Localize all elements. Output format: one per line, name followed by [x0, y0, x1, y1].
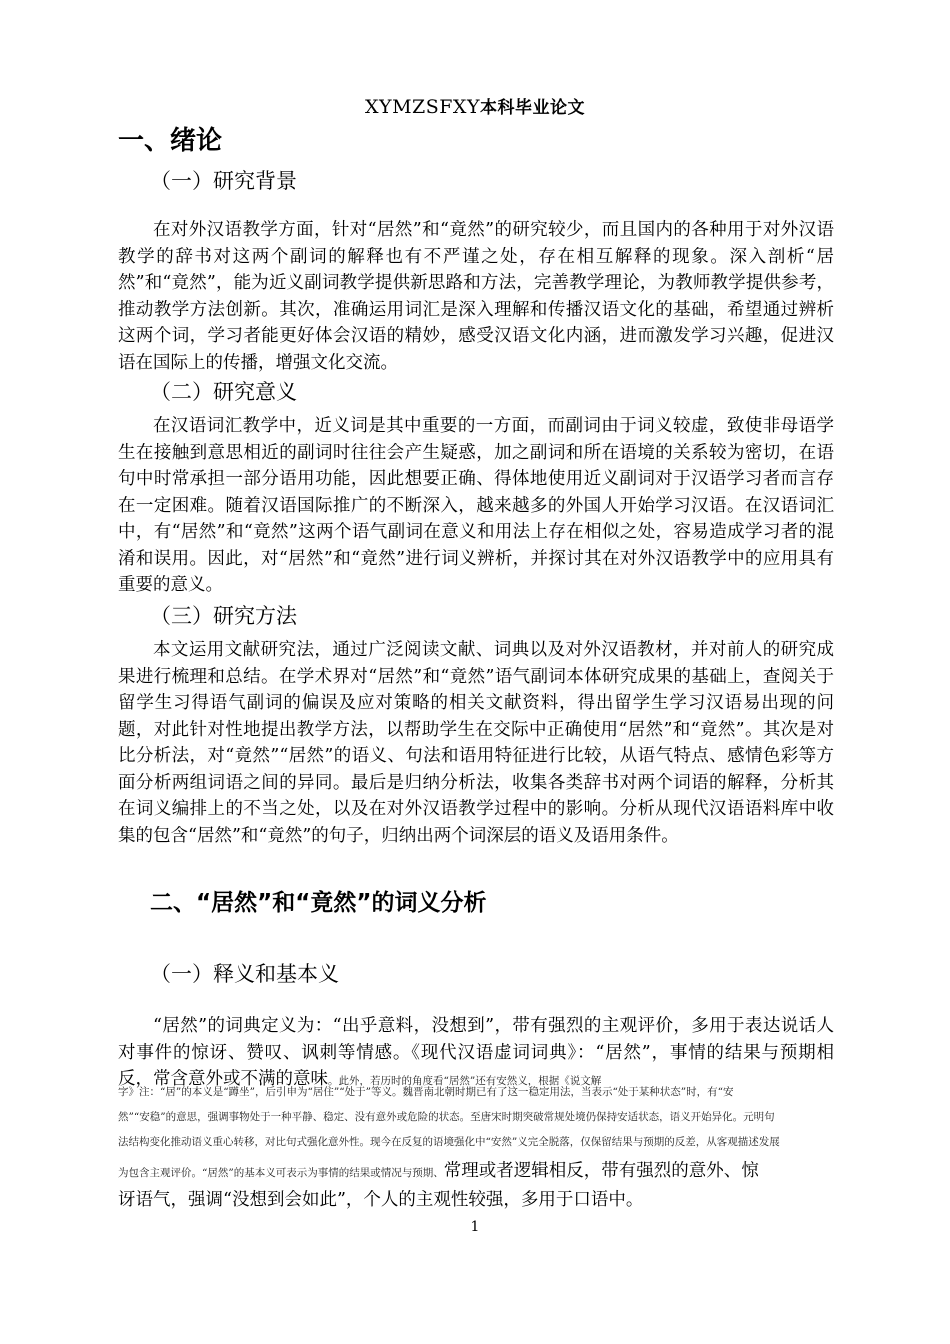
note-line: 然”“安稳”的意思，强调事物处于一种平静、稳定、没有意外或危险的状态。至唐宋时期突破常规处境仍保持安适状态，语义开始异化。元明句 [118, 1111, 775, 1123]
header-title: 本科毕业论文 [480, 98, 585, 118]
mixed-line [118, 1158, 834, 1187]
final-line: 讶语气，强调“没想到会如此”，个人的主观性较强，多用于口语中。 [118, 1189, 644, 1210]
definition-text: “居然”的词典定义为：“出乎意料，没想到”，带有强烈的主观评价，多用于表达说话人对事件的惊讶、赞叹、讽刺等情感。《现代汉语虚词词典》：“居然”，事情的结果与预期相反，常含意外或不满的意味 [118, 1016, 834, 1089]
note-line: 字》注：“居”的本义是“蹲坐”，后引申为“居住”“处于”等义。魏晋南北朝时期已有了这一稳定用法，当表示“处于某种状态”时，有“安 [118, 1086, 734, 1098]
page-header [0, 93, 950, 118]
chapter2-title: 二、“居然”和“竟然”的词义分析 [150, 890, 487, 916]
paragraph: 在汉语词汇教学中，近义词是其中重要的一方面，而副词由于词义较虚，致使非母语学生在接触到意思相近的副词时往往会产生疑惑，加之副词和所在语境的关系较为密切，在语句中时常承担一部分语用功能，因此想要正确、得体地使用近义副词对于汉语学习者而言存在一定困难。随着汉语国际推广的不断深入，越来越多的外国人开始学习汉语。在汉语词汇中，有“居然”和“竟然”这两个语气副词在意义和用法上存在相似之处，容易造成学习者的混淆和误用。因此，对“居然”和“竟然”进行词义辨析，并探讨其在对外汉语教学中的应用具有重要的意义。 [118, 416, 834, 595]
definition-body-continued [118, 1158, 834, 1213]
definition-note-block [118, 1080, 834, 1155]
section-research-method-title: （三）研究方法 [150, 604, 297, 628]
paragraph: 本文运用文献研究法，通过广泛阅读文献、词典以及对外汉语教材，并对前人的研究成果进行梳理和总结。在学术界对“居然”和“竟然”语气副词本体研究成果的基础上，查阅关于留学生习得语气副词的偏误及应对策略的相关文献资料，得出留学生学习汉语易出现的问题，对此针对性地提出教学方法，以帮助学生在交际中正确使用“居然”和“竟然”。其次是对比分析法，对“竟然”“居然”的语义、句法和语用特征进行比较，从语气特点、感情色彩等方面分析两组词语之间的异同。最后是归纳分析法，收集各类辞书对两个词语的解释，分析其在词义编排上的不当之处，以及在对外汉语教学过程中的影响。分析从现代汉语语料库中收集的包含“居然”和“竟然”的句子，归纳出两个词深层的语义及语用条件。 [118, 640, 834, 846]
body-tail: 常理或者逻辑相反，带有强烈的意外、惊 [443, 1161, 759, 1181]
section-research-background-title: （一）研究背景 [150, 169, 297, 193]
chapter1-title: 一、绪论 [118, 126, 223, 156]
header-code: XYMZSFXY [365, 96, 480, 118]
section-research-significance-body [118, 413, 834, 599]
note-line: 法结构变化推动语义重心转移，对比句式强化意外性。现今在反复的语境强化中“安然”义完全脱落，仅保留结果与预期的反差，从客观描述发展 [118, 1136, 780, 1148]
section-definition-title: （一）释义和基本义 [150, 962, 339, 986]
section-research-method-body [118, 637, 834, 849]
page-number: 1 [470, 1219, 480, 1235]
definition-note-inline: 。此外，若历时的角度看“居然”还有安然义，根据《说文解 [328, 1075, 602, 1087]
note-tail: 为包含主观评价。“居然”的基本义可表示为事情的结果或情况与预期、 [118, 1167, 444, 1179]
section-research-significance-title: （二）研究意义 [150, 380, 297, 404]
paragraph: 在对外汉语教学方面，针对“居然”和“竟然”的研究较少，而且国内的各种用于对外汉语教学的辞书对这两个副词的解释也有不严谨之处，存在相互解释的现象。深入剖析“居然”和“竟然”，能为近义副词教学提供新思路和方法，完善教学理论，为教师教学提供参考，推动教学方法创新。其次，准确运用词汇是深入理解和传播汉语文化的基础，希望通过辨析这两个词，学习者能更好体会汉语的精妙，感受汉语文化内涵，进而激发学习兴趣，促进汉语在国际上的传播，增强文化交流。 [118, 220, 834, 373]
section-research-background-body [118, 217, 834, 376]
